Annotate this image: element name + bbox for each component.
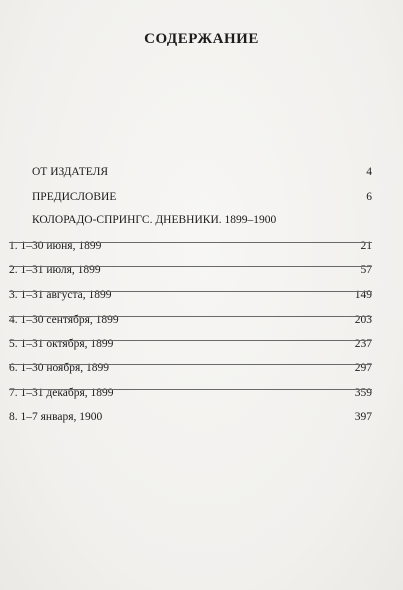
toc-entry-label: 4. 1–30 сентября, 1899	[9, 314, 119, 326]
toc-divider	[9, 340, 372, 341]
toc-entry-label: 8. 1–7 января, 1900	[9, 411, 103, 423]
toc-entry-page: 57	[360, 264, 372, 276]
toc-divider	[9, 291, 372, 292]
toc-entry-label: ПРЕДИСЛОВИЕ	[32, 191, 117, 203]
toc-entry-label: 2. 1–31 июля, 1899	[9, 264, 101, 276]
toc-entry-label: КОЛОРАДО-СПРИНГС. ДНЕВНИКИ. 1899–1900	[32, 214, 277, 226]
toc-entry-label: 1. 1–30 июня, 1899	[9, 240, 102, 252]
toc-entry-page: 397	[354, 411, 372, 423]
toc-entry-label: ОТ ИЗДАТЕЛЯ	[32, 166, 109, 178]
toc-entry-page: 149	[354, 289, 372, 301]
toc-entry-page: 21	[360, 240, 372, 252]
toc-divider	[9, 364, 372, 365]
toc-entry-page: 6	[366, 191, 372, 203]
toc-divider	[9, 266, 372, 267]
toc-entry-page: 203	[354, 314, 372, 326]
page-title: СОДЕРЖАНИЕ	[144, 31, 259, 47]
toc-entry-label: 6. 1–30 ноября, 1899	[9, 362, 109, 374]
toc-entry-label: 3. 1–31 августа, 1899	[9, 289, 112, 301]
toc-entry-page: 359	[354, 387, 372, 399]
toc-divider	[9, 242, 372, 243]
toc-entry-label: 7. 1–31 декабря, 1899	[9, 387, 114, 399]
toc-entry-label: 5. 1–31 октября, 1899	[9, 338, 114, 350]
toc-divider	[9, 316, 372, 317]
toc-entry-page: 297	[354, 362, 372, 374]
toc-entry-page: 4	[366, 166, 372, 178]
toc-entry-page: 237	[354, 338, 372, 350]
toc-divider	[9, 389, 372, 390]
